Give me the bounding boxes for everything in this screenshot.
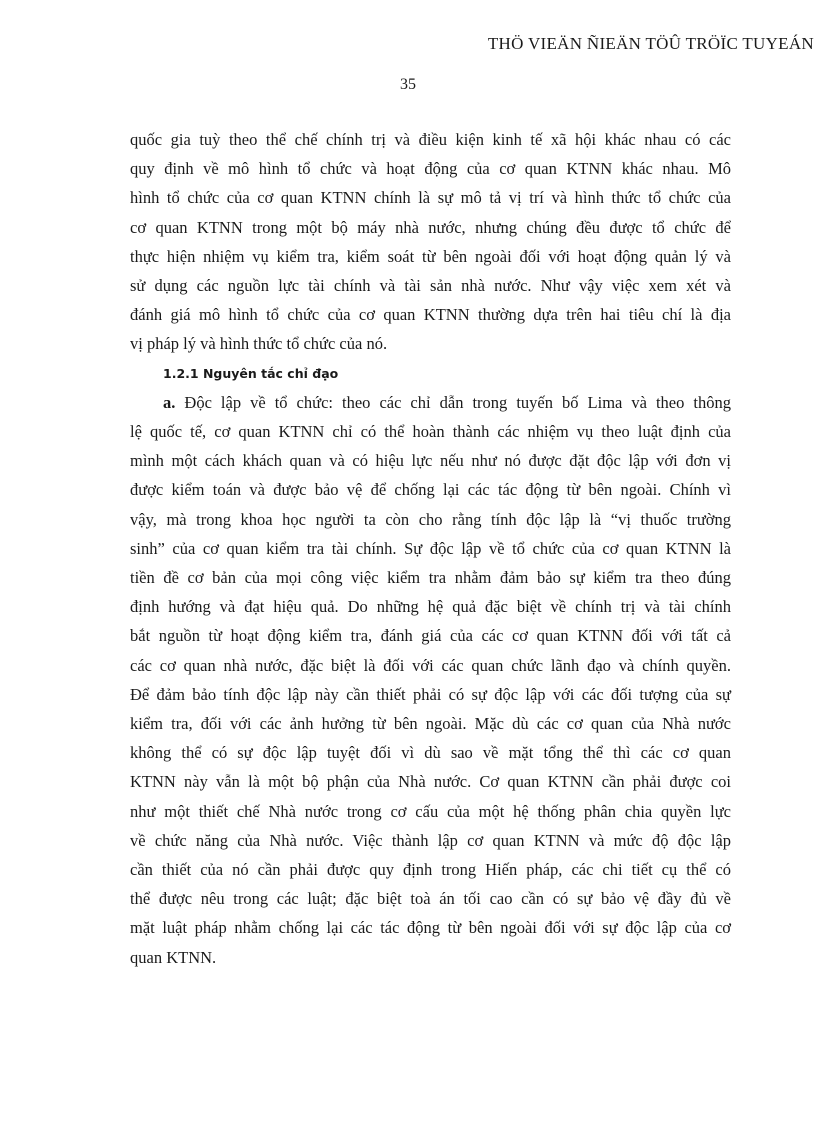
running-header: THÖ VIEÄN ÑIEÄN TÖÛ TRÖÏC TUYEÁN	[487, 34, 814, 53]
paragraph-1	[130, 125, 731, 359]
section-heading: 1.2.1 Nguyên tắc chỉ đạo	[163, 365, 339, 381]
text-run: Độc lập về tổ chức: theo các chỉ dẫn trong tuyến bố Lima và theo thông	[175, 392, 731, 412]
item-label: a.	[163, 392, 176, 412]
text-line: sinh” của cơ quan kiểm tra tài chính. Sự độc lập về tổ chức của cơ quan KTNN là	[130, 538, 731, 558]
text-line: thực hiện nhiệm vụ kiểm tra, kiểm soát từ bên ngoài đối với hoạt động quản lý và	[130, 246, 731, 266]
text-line: sử dụng các nguồn lực tài chính và tài sản nhà nước. Như vậy việc xem xét và	[130, 276, 731, 296]
paragraph-2	[130, 388, 731, 972]
text-line: KTNN này vẫn là một bộ phận của Nhà nước. Cơ quan KTNN cần phải được coi	[130, 772, 731, 792]
page-number: 35	[400, 76, 416, 93]
text-line: được kiểm toán và được bảo vệ để chống lại các tác động từ bên ngoài. Chính vì	[130, 480, 731, 500]
text-line: tiền đề cơ bản của mọi công việc kiểm tra nhằm đảm bảo sự kiểm tra theo đúng	[130, 568, 731, 588]
text-line: cần thiết của nó cần phải được quy định trong Hiến pháp, các chi tiết cụ thể có	[130, 860, 731, 880]
text-line: vị pháp lý và hình thức tổ chức của nó.	[130, 334, 388, 354]
text-line: mặt luật pháp nhằm chống lại các tác động từ bên ngoài đối với sự độc lập của cơ	[130, 918, 731, 938]
text-line: về chức năng của Nhà nước. Việc thành lập cơ quan KTNN và mức độ độc lập	[130, 830, 731, 850]
text-line: bắt nguồn từ hoạt động kiểm tra, đánh giá của các cơ quan KTNN đối với tất cả	[130, 626, 731, 646]
text-line: quan KTNN.	[130, 947, 217, 967]
text-line: thể được nêu trong các luật; đặc biệt toà án tối cao cần có sự bảo vệ đầy đủ về	[130, 889, 731, 909]
text-line: cơ quan KTNN trong một bộ máy nhà nước, nhưng chúng đều được tổ chức để	[130, 217, 731, 237]
text-line: các cơ quan nhà nước, đặc biệt là đối với các quan chức lãnh đạo và chính quyền.	[130, 655, 731, 675]
document-body	[130, 125, 731, 972]
text-line: không thể có sự độc lập tuyệt đối vì dù sao về mặt tổng thể thì các cơ quan	[130, 743, 731, 763]
text-line: kiểm tra, đối với các ảnh hưởng từ bên ngoài. Mặc dù các cơ quan của Nhà nước	[130, 714, 731, 734]
text-line: quốc gia tuỳ theo thể chế chính trị và điều kiện kinh tế xã hội khác nhau có các	[130, 130, 731, 149]
text-line: vậy, mà trong khoa học người ta còn cho rằng tính độc lập là “vị thuốc trường	[130, 509, 731, 529]
text-line: mình một cách khách quan và có hiệu lực nếu như nó được đặt độc lập với đơn vị	[130, 451, 731, 471]
text-line: lệ quốc tế, cơ quan KTNN chỉ có thể hoàn thành các nhiệm vụ theo luật định của	[130, 422, 731, 442]
text-line-first	[130, 388, 731, 417]
text-line: hình tổ chức của cơ quan KTNN chính là sự mô tả vị trí và hình thức tổ chức của	[130, 188, 731, 208]
text-line: quy định về mô hình tổ chức và hoạt động của cơ quan KTNN khác nhau. Mô	[130, 159, 731, 179]
text-line: Để đảm bảo tính độc lập này cần thiết phải có sự độc lập với các đối tượng của sự	[130, 684, 731, 704]
text-line: như một thiết chế Nhà nước trong cơ cấu của một hệ thống phân chia quyền lực	[130, 801, 731, 821]
text-line: định hướng và đạt hiệu quả. Do những hệ quả đặc biệt về chính trị và tài chính	[130, 597, 731, 617]
text-line: đánh giá mô hình tổ chức của cơ quan KTNN thường dựa trên hai tiêu chí là địa	[130, 305, 731, 325]
